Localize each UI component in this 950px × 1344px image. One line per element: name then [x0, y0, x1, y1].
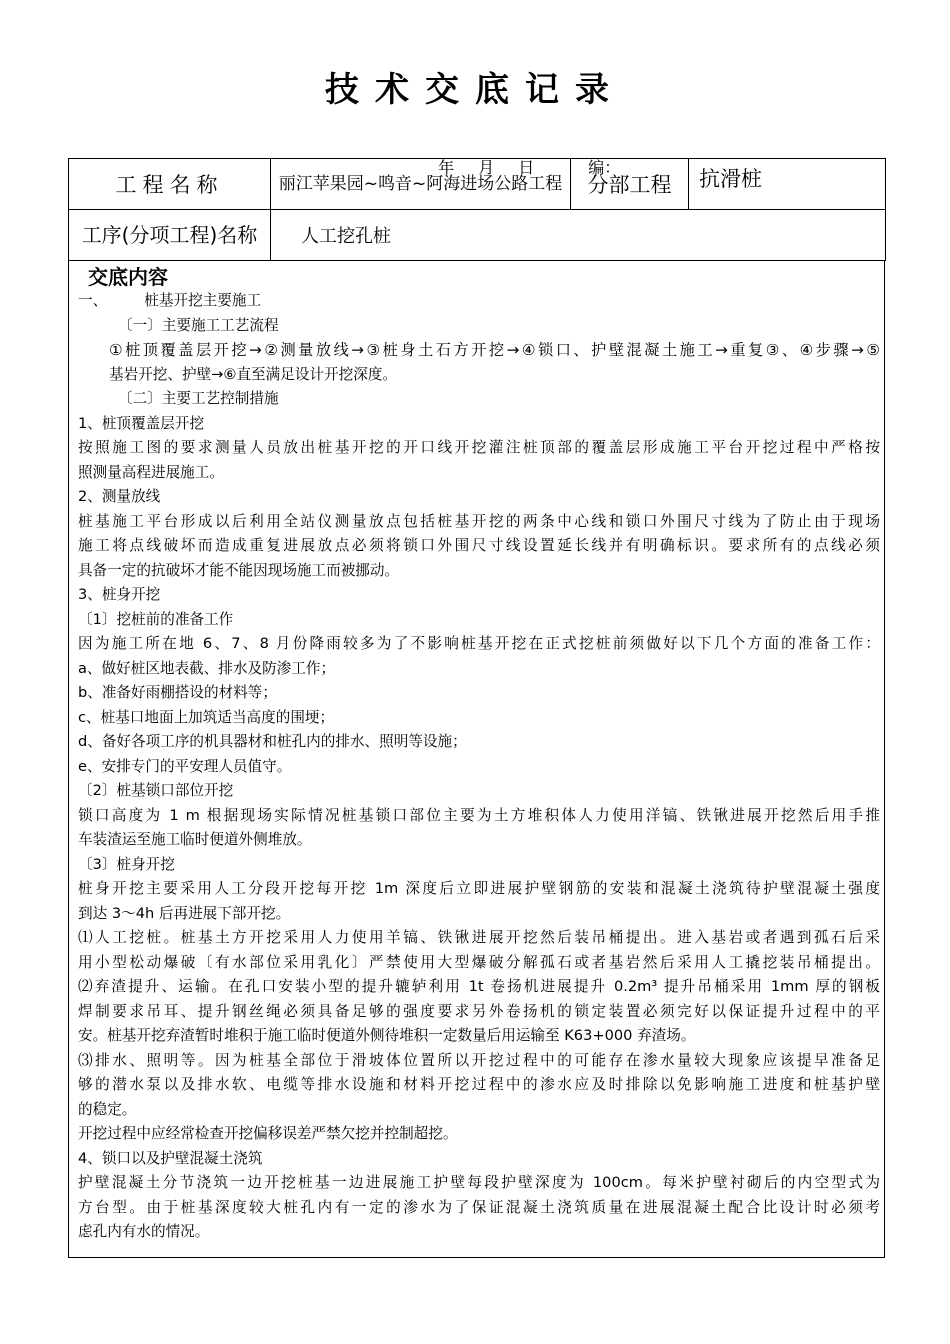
subitem-heading: 〔1〕挖桩前的准备工作: [78, 610, 234, 628]
paragraph-line: 按照施工图的要求测量人员放出桩基开挖的开口线开挖灌注桩顶部的覆盖层形成施工平台开挖过程中严格按: [78, 439, 880, 456]
item-heading: 3、桩身开挖: [78, 586, 161, 603]
paragraph-line: 虑孔内有水的情况。: [78, 1223, 210, 1240]
paragraph-line: ①桩顶覆盖层开挖→②测量放线→③桩身土石方开挖→④锁口、护壁混凝土施工→重复③、④步骤→⑤: [109, 341, 880, 359]
list-item: a、做好桩区地表截、排水及防渗工作；: [78, 659, 336, 677]
paragraph-line: 锁口高度为 1 m 根据现场实际情况桩基锁口部位主要为土方堆积体人力使用洋镐、铁锹进展开挖然后用手推: [78, 806, 880, 824]
paragraph-line: 因为施工所在地 6、7、8 月份降雨较多为了不影响桩基开挖在正式挖桩前须做好以下几个方面的准备工作：: [78, 635, 880, 652]
paragraph-line: ⑶排水、照明等。因为桩基全部位于滑坡体位置所以开挖过程中的可能存在渗水量较大现象应该提早准备足: [78, 1051, 880, 1069]
item-heading: 1、桩顶覆盖层开挖: [78, 414, 205, 432]
paragraph-line: 车装渣运至施工临时便道外侧堆放。: [78, 831, 312, 848]
content-lines: [78, 289, 880, 1245]
paragraph-line: 基岩开挖、护壁→⑥直至满足设计开挖深度。: [109, 365, 398, 383]
subitem-heading: 〔3〕桩身开挖: [78, 855, 175, 873]
header-table: [68, 158, 886, 261]
project-name-value: 丽江苹果园~鸣音~阿海进场公路工程: [271, 159, 571, 210]
subproject-value: 抗滑桩: [689, 159, 886, 210]
date-year: 年: [438, 158, 455, 177]
paragraph-line: 够的潜水泵以及排水软、电缆等排水设施和材料开挖过程中的渗水应及时排除以免影响施工进度和桩基护壁: [78, 1076, 880, 1093]
list-item: c、桩基口地面上加筑适当高度的围埂；: [78, 708, 335, 726]
paragraph-line: 照测量高程进展施工。: [78, 463, 224, 481]
item-heading: 4、锁口以及护壁混凝土浇筑: [78, 1149, 263, 1167]
list-item: d、备好各项工序的机具器材和桩孔内的排水、照明等设施；: [78, 733, 467, 750]
subsection-heading: 〔二〕主要工艺控制措施: [118, 390, 279, 407]
content-box: [68, 261, 885, 1258]
paragraph-line: 开挖过程中应经常检查开挖偏移误差严禁欠挖并控制超挖。: [78, 1125, 458, 1142]
section-heading: 一、 桩基开挖主要施工: [78, 292, 262, 309]
list-item: e、安排专门的平安理人员值守。: [78, 757, 292, 775]
date-month: 月: [478, 158, 495, 177]
paragraph-line: 安。桩基开挖弃渣暂时堆积于施工临时便道外侧待堆积一定数量后用运输至 K63+000 弃渣场。: [78, 1027, 696, 1044]
paragraph-line: 施工将点线破坏而造成重复进展放点必须将锁口外围尺寸线设置延长线并有明确标识。要求所有的点线必须: [78, 537, 880, 554]
paragraph-line: 护壁混凝土分节浇筑一边开挖桩基一边进展施工护壁每段护壁深度为 100cm。每米护壁衬砌后的内空型式为: [78, 1174, 880, 1191]
project-name-label: 工程名称: [69, 159, 271, 210]
list-item: b、准备好雨棚搭设的材料等；: [78, 684, 277, 701]
content-heading: 交底内容: [88, 265, 168, 289]
date-day: 日: [518, 158, 535, 177]
code-label: 编：: [588, 158, 621, 177]
paragraph-line: ⑵弃渣提升、运输。在孔口安装小型的提升辘轳利用 1t 卷扬机进展提升 0.2m³ 提升吊桶采用 1mm 厚的钢板: [78, 978, 880, 995]
page-title: 技术交底记录: [325, 70, 625, 110]
subsection-heading: 〔一〕主要施工工艺流程: [118, 316, 279, 334]
subproject-label: 分部工程: [571, 159, 689, 210]
item-heading: 2、测量放线: [78, 488, 161, 505]
paragraph-line: 的稳定。: [78, 1100, 137, 1118]
paragraph-line: ⑴人工挖桩。桩基土方开挖采用人力使用羊镐、铁锹进展开挖然后装吊桶提出。进入基岩或者遇到孤石后采: [78, 929, 880, 946]
paragraph-line: 到达 3～4h 后再进展下部开挖。: [78, 904, 291, 922]
paragraph-line: 用小型松动爆破〔有水部位采用乳化〕严禁使用大型爆破分解孤石或者基岩然后采用人工撬挖装吊桶提出。: [78, 953, 880, 971]
process-label: 工序(分项工程)名称: [69, 210, 271, 261]
paragraph-line: 具备一定的抗破坏才能不能因现场施工而被挪动。: [78, 561, 400, 579]
paragraph-line: 焊制要求吊耳、提升钢丝绳必须具备足够的强度要求另外卷扬机的锁定装置必须完好以保证提升过程中的平: [78, 1002, 880, 1020]
paragraph-line: 方台型。由于桩基深度较大桩孔内有一定的渗水为了保证混凝土浇筑质量在进展混凝土配合比设计时必须考: [78, 1198, 880, 1216]
paragraph-line: 桩身开挖主要采用人工分段开挖每开挖 1m 深度后立即进展护壁钢筋的安装和混凝土浇筑待护壁混凝土强度: [78, 880, 880, 897]
process-value: 人工挖孔桩: [271, 210, 886, 261]
paragraph-line: 桩基施工平台形成以后利用全站仪测量放点包括桩基开挖的两条中心线和锁口外围尺寸线为了防止由于现场: [78, 512, 880, 530]
subitem-heading: 〔2〕桩基锁口部位开挖: [78, 782, 234, 799]
